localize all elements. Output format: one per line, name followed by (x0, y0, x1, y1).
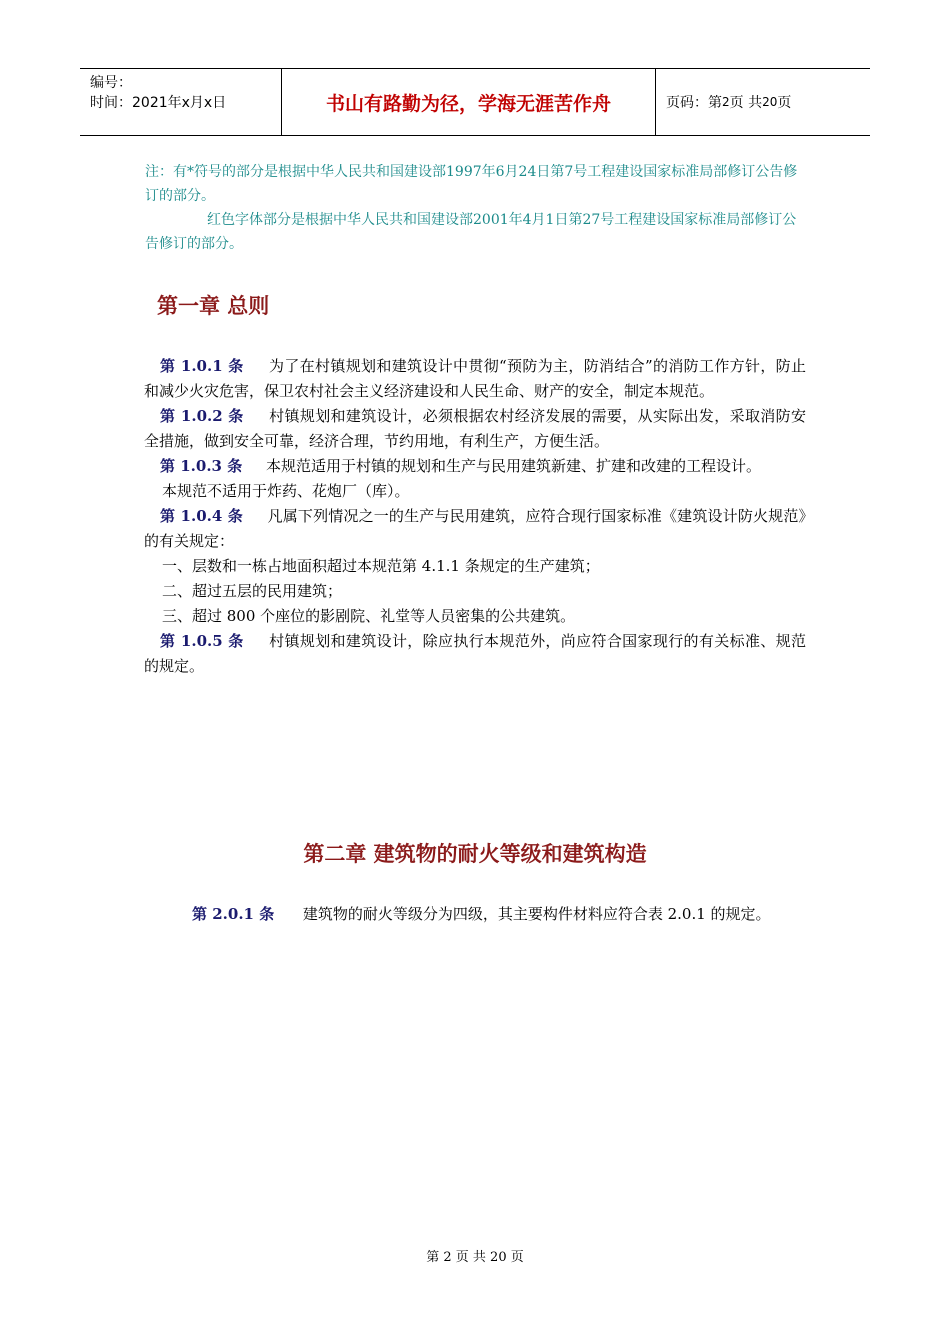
header-meta (80, 69, 282, 135)
chapter-1-title: 第一章 总则 (157, 293, 270, 318)
page-header (80, 68, 870, 136)
article-label: 第 1.0.5 条 (160, 632, 244, 650)
article-text: 凡属下列情况之一的生产与民用建筑，应符合现行国家标准《建筑设计防火规范》的有关规定： (144, 507, 806, 550)
article-1-0-1 (144, 354, 806, 404)
article-label: 第 1.0.3 条 (160, 457, 243, 475)
article-1-0-3 (144, 454, 806, 479)
article-text: 村镇规划和建筑设计，必须根据农村经济发展的需要，从实际出发，采取消防安全措施，做到安全可靠，经济合理，节约用地，有利生产，方便生活。 (144, 407, 806, 450)
chapter-2-title: 第二章 建筑物的耐火等级和建筑构造 (303, 841, 647, 866)
article-1-0-4 (144, 504, 806, 554)
article-1-0-2 (144, 404, 806, 454)
revision-note-1: 注：有*符号的部分是根据中华人民共和国建设部1997年6月24日第7号工程建设国家标准局部修订公告修订的部分。 (145, 164, 798, 204)
page-footer: 第 2 页 共 20 页 (426, 1250, 524, 1265)
article-label: 第 1.0.4 条 (160, 507, 243, 525)
article-2-0-1 (144, 902, 806, 927)
page-total: 20 (762, 95, 778, 109)
header-motto: 书山有路勤为径，学海无涯苦作舟 (282, 69, 656, 135)
article-text: 本规范适用于村镇的规划和生产与民用建筑新建、扩建和改建的工程设计。 (266, 457, 762, 475)
article-label: 第 2.0.1 条 (192, 905, 275, 923)
chapter-1-body (144, 354, 806, 679)
article-1-0-3-exclusion: 本规范不适用于炸药、花炮厂（库）。 (162, 482, 410, 500)
list-item: 三、超过 800 个座位的影剧院、礼堂等人员密集的公共建筑。 (162, 607, 576, 625)
document-number-label: 编号： (90, 75, 132, 91)
article-label: 第 1.0.2 条 (160, 407, 244, 425)
header-page-indicator (656, 69, 870, 135)
article-text: 为了在村镇规划和建筑设计中贯彻“预防为主，防消结合”的消防工作方针，防止和减少火灾危害，保卫农村社会主义经济建设和人民生命、财产的安全，制定本规范。 (144, 357, 807, 400)
page-prefix: 页码：第 (666, 95, 722, 111)
document-time-label: 时间：2021年x月x日 (90, 95, 227, 111)
article-text: 建筑物的耐火等级分为四级，其主要构件材料应符合表 2.0.1 的规定。 (302, 905, 771, 923)
list-item: 一、层数和一栋占地面积超过本规范第 4.1.1 条规定的生产建筑； (162, 557, 600, 575)
chapter-2-body (144, 902, 806, 927)
list-item: 二、超过五层的民用建筑； (162, 582, 343, 600)
article-label: 第 1.0.1 条 (160, 357, 244, 375)
page-suffix: 页 (777, 95, 792, 111)
article-1-0-5 (144, 629, 806, 679)
article-text: 村镇规划和建筑设计，除应执行本规范外，尚应符合国家现行的有关标准、规范的规定。 (144, 632, 806, 675)
revision-note-2: 红色字体部分是根据中华人民共和国建设部2001年4月1日第27号工程建设国家标准局部修订公告修订的部分。 (145, 212, 797, 252)
page-number: 2 (722, 95, 730, 109)
page-mid: 页 共 (729, 95, 763, 111)
